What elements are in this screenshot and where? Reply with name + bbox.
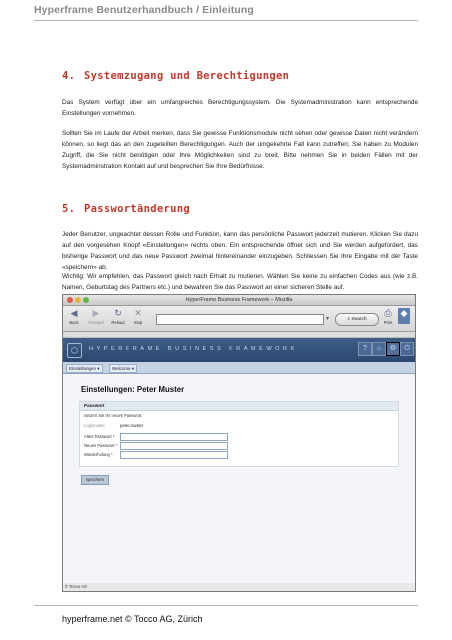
stop-icon: ✕ <box>134 308 142 318</box>
new-password-input[interactable] <box>120 442 228 450</box>
window-titlebar <box>63 295 415 306</box>
stop-button[interactable]: ✕ Stop <box>133 308 143 325</box>
document-footer: hyperframe.net © Tocco AG, Zürich <box>62 614 203 624</box>
forward-arrow-icon: ▶ <box>92 308 100 318</box>
panel-title: Passwort <box>80 402 398 411</box>
forward-button[interactable]: ▶ Forward <box>88 308 104 325</box>
reload-button[interactable]: ↻ Reload <box>111 308 125 325</box>
tab-welcome[interactable]: Welcome ▾ <box>109 364 137 373</box>
app-content <box>63 374 415 583</box>
save-button[interactable]: speichern <box>81 475 109 485</box>
app-footer: © Tocco AG <box>65 584 88 589</box>
hyperframe-logo-icon: ⬡ <box>67 343 82 358</box>
old-password-label: Altes Passwort * <box>84 434 115 439</box>
repeat-password-input[interactable] <box>120 451 228 459</box>
search-icon: ⌕ <box>347 317 352 322</box>
back-arrow-icon: ◀ <box>70 308 78 318</box>
section-5-number: 5. <box>62 203 76 215</box>
browser-screenshot <box>62 294 416 592</box>
help-icon[interactable]: ? <box>358 342 372 356</box>
section-4-paragraph-2: Sollten Sie im Laufe der Arbeit merken, dass Sie gewisse Funktionsmodule nicht sehen oder gewisse Daten nicht verändern können, so liegt das an den zugeteilten Berechtigungen. Auch der umgekehrte Fall kann zutreffen; Sie haben zu Modulen Zugriff, die Sie nicht benötigen oder Ihre Möglichkeiten sind zu breit. Bitte nehmen Sie in beiden Fällen mit der Systemadminstration Kontakt auf und besprechen Sie Ihre Bedürfnisse. <box>62 130 418 170</box>
print-button[interactable]: ⎙ Print <box>383 308 393 325</box>
login-label: Loginname <box>84 423 105 428</box>
section-4-paragraph-1: Das System verfügt über ein umfangreiches Berechtigungssystem. Die Systemadministration kann entsprechende Einstellungen vornehmen. <box>62 99 418 117</box>
printer-icon: ⎙ <box>384 308 392 318</box>
section-5-paragraph-1: Jeder Benutzer, ungeachtet dessen Rolle und Funktion, kann das persönliche Passwort jederzeit mutieren. Klicken Sie dazu auf den vorgesehen Knopf «Einstellungen» rechts oben. Ein entsprechende öffnet sich und Sie werden aufgefordert, das bisherige Passwort und das neue Passwort zweimal hintereinander einzugeben. Schliessen Sie Ihre Eingabe mit der Taste «speichern» ab. <box>62 231 418 271</box>
document-header: Hyperframe Benutzerhandbuch / Einleitung <box>34 4 254 16</box>
search-button[interactable]: ⌕ Search <box>335 313 379 326</box>
brand-name: HYPERFRAME BUSINESS FRAMEWORK <box>89 346 298 352</box>
mozilla-logo <box>397 308 411 324</box>
password-panel <box>79 401 399 467</box>
footer-rule <box>34 605 418 606</box>
logout-icon[interactable]: ⏻ <box>400 342 414 356</box>
app-header <box>63 338 415 362</box>
url-field[interactable] <box>156 314 324 325</box>
login-value: peter.muster <box>120 423 144 428</box>
section-5-title: Passwortänderung <box>84 203 190 215</box>
page-title: Einstellungen: Peter Muster <box>81 385 185 394</box>
header-rule <box>34 20 418 21</box>
tab-einstellungen[interactable]: Einstellungen ▾ <box>66 364 103 373</box>
reload-icon: ↻ <box>114 308 122 318</box>
panel-intro: Setzen Sie Ihr neues Passwort. <box>84 413 143 418</box>
section-5-paragraph-2: Wichtig: Wir empfehlen, das Passwort gleich nach Erhalt zu mutieren. Wählen Sie keine zu einfachen Codes aus (wie z.B. Namen, Geburtstag des Partners etc.) und bewahren Sie das Passwort an einer sicheren Stelle auf. <box>62 273 418 291</box>
back-button[interactable]: ◀ Back <box>69 308 79 325</box>
new-password-label: Neues Passwort * <box>84 443 118 448</box>
home-icon[interactable]: ⌂ <box>372 342 386 356</box>
section-4-number: 4. <box>62 70 76 82</box>
repeat-password-label: Wiederholung * <box>84 452 113 457</box>
window-title: HyperFrame Business Framework – Mozilla <box>185 296 293 303</box>
section-4-title: Systemzugang und Berechtigungen <box>84 70 290 82</box>
old-password-input[interactable] <box>120 433 228 441</box>
settings-button-highlighted[interactable]: ⚙ <box>386 342 400 356</box>
mozilla-icon: ◆ <box>398 308 410 324</box>
browser-toolbar <box>63 306 415 332</box>
app-navbar <box>63 362 415 374</box>
url-dropdown-icon[interactable]: ▾ <box>326 316 330 322</box>
